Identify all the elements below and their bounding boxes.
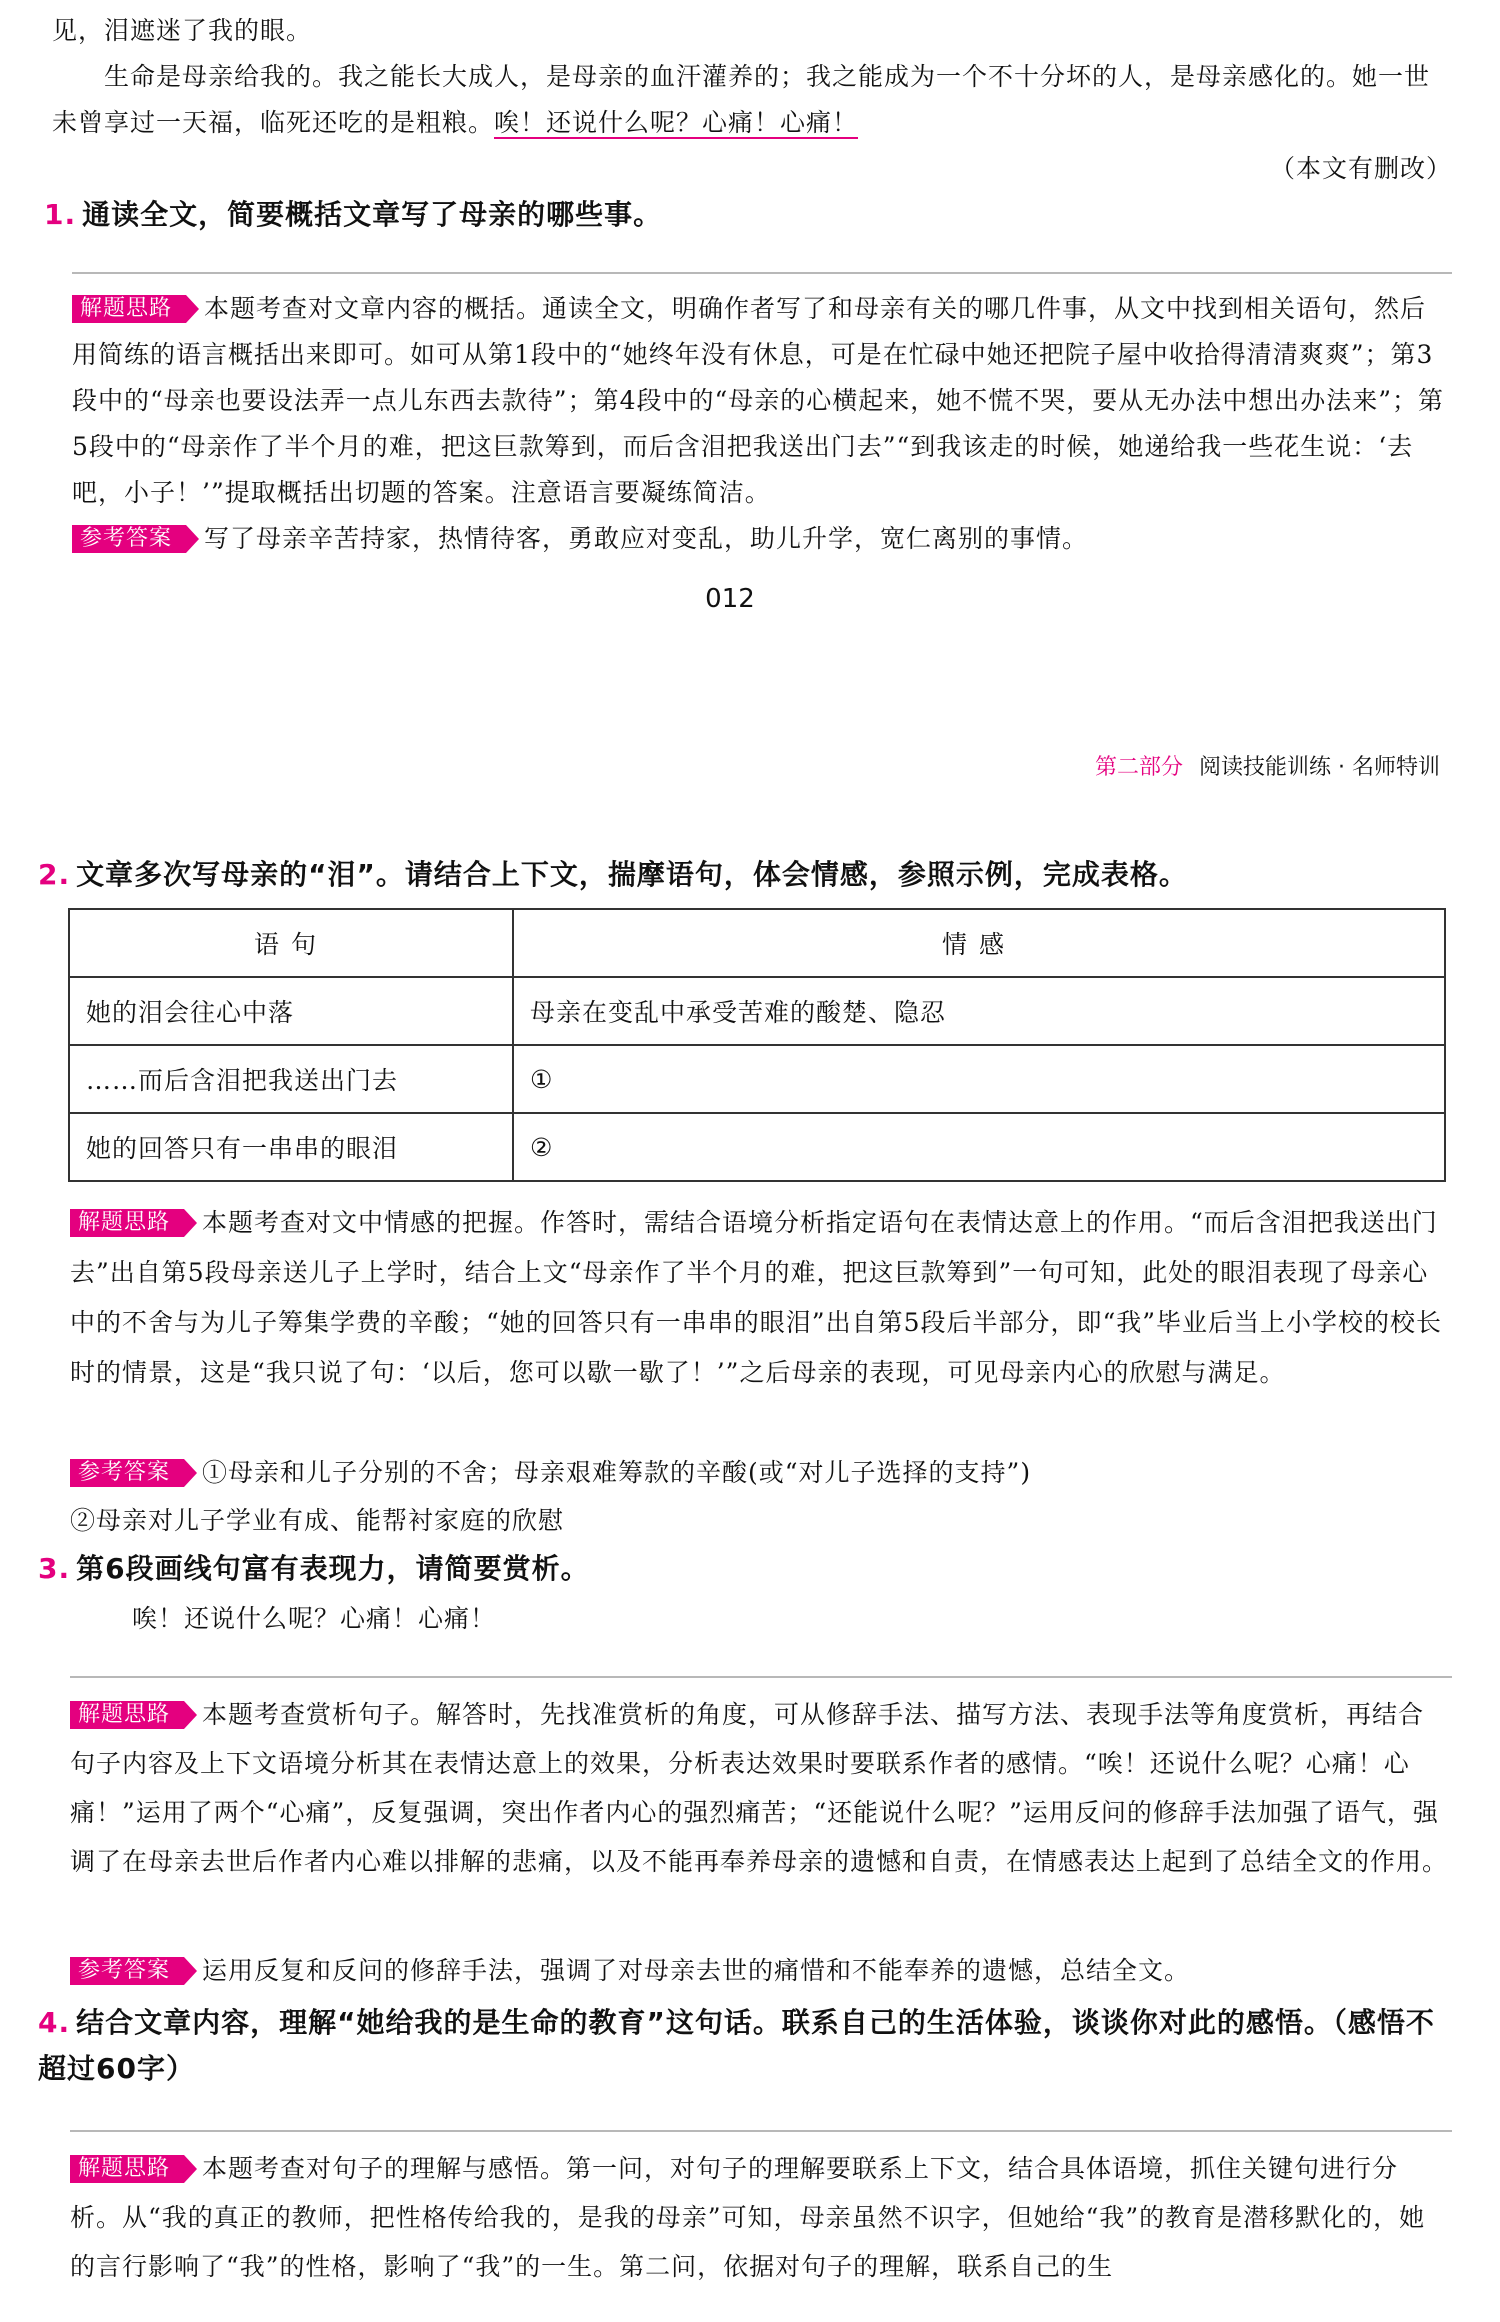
q3-quote: 唉！还说什么呢？心痛！心痛！ <box>132 1604 497 1633</box>
table-row <box>69 1045 1445 1113</box>
table-header-cell: 情感 <box>513 909 1445 977</box>
analysis-tag: 解题思路 <box>72 295 186 323</box>
question-text: 结合文章内容，理解“她给我的是生命的教育”这句话。联系自己的生活体验，谈谈你对此的感悟。（感悟不超过60字） <box>38 2006 1435 2085</box>
question-3 <box>38 1546 1458 1592</box>
q3-answer <box>70 1948 1450 1994</box>
question-1 <box>44 192 1454 238</box>
q1-analysis <box>72 286 1452 516</box>
header-part: 第二部分 <box>1095 755 1184 780</box>
table-header-cell: 语句 <box>69 909 513 977</box>
analysis-tag: 解题思路 <box>70 1209 184 1237</box>
passage-text-b: 的。她一世未曾享过一天福，临死还吃的是粗粮。 <box>52 62 1431 137</box>
question-number: 4. <box>38 2006 71 2039</box>
question-2 <box>38 852 1458 898</box>
question-number: 3. <box>38 1552 71 1585</box>
divider <box>70 1676 1452 1678</box>
underlined-sentence: 唉！还说什么呢？心痛！心痛！ <box>494 108 859 137</box>
table-row <box>69 1113 1445 1181</box>
answer-text: ①母亲和儿子分别的不舍；母亲艰难筹款的辛酸(或“对儿子选择的支持”) <box>202 1458 1032 1487</box>
question-text: 通读全文，简要概括文章写了母亲的哪些事。 <box>82 198 663 231</box>
answer-tag: 参考答案 <box>70 1459 184 1487</box>
q2-analysis <box>70 1198 1450 1398</box>
emotion-table <box>68 908 1446 1182</box>
table-cell: ① <box>513 1045 1445 1113</box>
answer-text: 运用反复和反问的修辞手法，强调了对母亲去世的痛惜和不能奉养的遗憾，总结全文。 <box>202 1956 1191 1985</box>
table-cell: ② <box>513 1113 1445 1181</box>
passage-line: 见，泪遮迷了我的眼。 <box>52 16 313 45</box>
table-cell: ……而后含泪把我送出门去 <box>69 1045 513 1113</box>
header-title: 阅读技能训练 · 名师特训 <box>1199 755 1440 780</box>
answer-text: 写了母亲辛苦持家，热情待客，勇敢应对变乱，助儿升学，宽仁离别的事情。 <box>204 524 1089 553</box>
analysis-tag: 解题思路 <box>70 2155 184 2183</box>
analysis-text: 本题考查对句子的理解与感悟。第一问，对句子的理解要联系上下文，结合具体语境，抓住关键句进行分析。从“我的真正的教师，把性格传给我的，是我的母亲”可知，母亲虽然不识字，但她给“我”的教育是潜移默化的，她的言行影响了“我”的性格，影响了“我”的一生。第二问，依据对句子的理解，联系自己的生 <box>70 2154 1426 2281</box>
question-number: 2. <box>38 858 71 891</box>
page-number: 012 <box>705 584 755 614</box>
divider <box>70 2130 1452 2132</box>
table-cell: 她的泪会往心中落 <box>69 977 513 1045</box>
analysis-text: 本题考查对文章内容的概括。通读全文，明确作者写了和母亲有关的哪几件事，从文中找到相关语句，然后用简练的语言概括出来即可。如可从第1段中的“她终年没有休息，可是在忙碌中她还把院子屋中收拾得清清爽爽”；第3段中的“母亲也要设法弄一点儿东西去款待”；第4段中的“母亲的心横起来，她不慌不哭，要从无办法中想出办法来”；第5段中的“母亲作了半个月的难，把这巨款筹到，而后含泪把我送出门去”“到我该走的时候，她递给我一些花生说：‘去吧，小子！’”提取概括出切题的答案。注意语言要凝练简洁。 <box>72 294 1445 507</box>
table-cell: 母亲在变乱中承受苦难的酸楚、隐忍 <box>513 977 1445 1045</box>
answer-tag: 参考答案 <box>70 1957 184 1985</box>
source-note: （本文有删改） <box>1269 154 1452 183</box>
analysis-text: 本题考查对文中情感的把握。作答时，需结合语境分析指定语句在表情达意上的作用。“而后含泪把我送出门去”出自第5段母亲送儿子上学时，结合上文“母亲作了半个月的难，把这巨款筹到”一句可知，此处的眼泪表现了母亲心中的不舍与为儿子筹集学费的辛酸；“她的回答只有一串串的眼泪”出自第5段后半部分，即“我”毕业后当上小学校的校长时的情景，这是“我只说了句：‘以后，您可以歇一歇了！’”之后母亲的表现，可见母亲内心的欣慰与满足。 <box>70 1208 1443 1387</box>
question-text: 第6段画线句富有表现力，请简要赏析。 <box>76 1552 590 1585</box>
q2-answer <box>70 1450 1450 1496</box>
table-header-row <box>69 909 1445 977</box>
question-text: 文章多次写母亲的“泪”。请结合上下文，揣摩语句，体会情感，参照示例，完成表格。 <box>76 858 1188 891</box>
analysis-text: 本题考查赏析句子。解答时，先找准赏析的角度，可从修辞手法、描写方法、表现手法等角度赏析，再结合句子内容及上下文语境分析其在表情达意上的效果，分析表达效果时要联系作者的感情。“唉！还说什么呢？心痛！心痛！”运用了两个“心痛”，反复强调，突出作者内心的强烈痛苦；“还能说什么呢？”运用反问的修辞手法加强了语气，强调了在母亲去世后作者内心难以排解的悲痛，以及不能再奉养母亲的遗憾和自责，在情感表达上起到了总结全文的作用。 <box>70 1700 1449 1876</box>
answer-tag: 参考答案 <box>72 525 186 553</box>
passage-paragraph <box>52 54 1452 146</box>
question-4 <box>38 2000 1458 2092</box>
divider <box>72 272 1452 274</box>
running-header <box>0 750 1440 781</box>
passage-text-a: 生命是母亲给我的。我之能长大成人，是母亲的血汗灌养的；我之能成为一个不十分坏的人，是母亲感化 <box>104 62 1301 91</box>
question-number: 1. <box>44 198 77 231</box>
q1-answer <box>72 516 1452 562</box>
analysis-tag: 解题思路 <box>70 1701 184 1729</box>
table-row <box>69 977 1445 1045</box>
q2-answer-2: ②母亲对儿子学业有成、能帮衬家庭的欣慰 <box>70 1506 565 1535</box>
table-cell: 她的回答只有一串串的眼泪 <box>69 1113 513 1181</box>
q3-analysis <box>70 1690 1450 1886</box>
q4-analysis <box>70 2144 1450 2322</box>
